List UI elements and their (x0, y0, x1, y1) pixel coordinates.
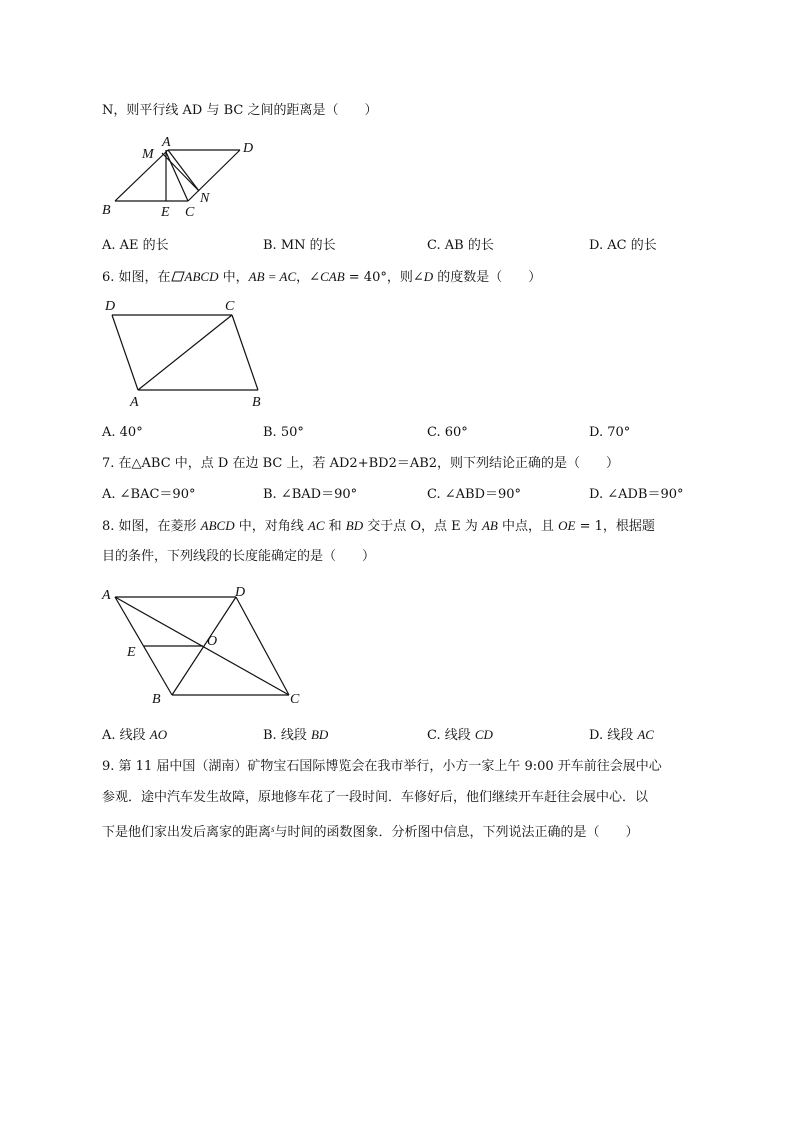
q8-label-D: D (235, 585, 246, 600)
q7-option-c: C. ∠ABD＝90° (427, 487, 522, 502)
q8-option-var: AO (149, 727, 168, 742)
q5-option-c: C. AB 的长 (427, 238, 494, 253)
q6-stem-part: 的度数是（ ） (433, 270, 542, 285)
q8-option-c (427, 726, 493, 745)
q9-stem-line1: 9. 第 11 届中国（湖南）矿物宝石国际博览会在我市举行，小方一家上午 9:00 开车前往会展中心 (102, 759, 662, 774)
q9-stem-line2: 参观．途中汽车发生故障，原地修车花了一段时间．车修好后，他们继续开车赶往会展中心．以 (102, 790, 649, 805)
q8-stem-part: 中点，且 (497, 519, 559, 534)
q6-stem-part: D (423, 269, 434, 284)
q8-stem-line2: 目的条件，下列线段的长度能确定的是（ ） (102, 549, 376, 564)
q5-label-C: C (185, 205, 195, 220)
q5-label-A: A (162, 135, 171, 150)
q8-option-var: BD (310, 727, 329, 742)
q5-stem-tail: N，则平行线 AD 与 BC 之间的距离是（ ） (102, 103, 378, 118)
q8-label-A: A (102, 588, 111, 603)
q6-option-d: D. 70° (589, 425, 631, 440)
q6-stem-part: = 40°，则∠ (344, 270, 424, 285)
q5-label-N: N (200, 191, 210, 206)
q8-label-C: C (290, 692, 300, 707)
q8-label-E: E (127, 645, 136, 660)
q6-label-A: A (130, 395, 139, 410)
q6-stem-part: 6. 如图，在 (102, 270, 171, 285)
q6-label-D: D (105, 299, 116, 314)
q8-label-O: O (207, 634, 218, 649)
q7-option-d: D. ∠ADB＝90° (589, 487, 684, 502)
q6-option-a: A. 40° (102, 425, 143, 440)
q7-option-a: A. ∠BAC＝90° (102, 487, 196, 502)
q6-stem-part: CAB (320, 269, 345, 284)
q8-stem-part: ABCD (200, 518, 235, 533)
q5-label-M: M (142, 147, 154, 162)
q8-option-prefix: C. 线段 (427, 728, 475, 743)
parallelogram-icon (172, 269, 184, 278)
q8-stem-part: BD (345, 518, 364, 533)
q7-stem: 7. 在△ABC 中，点 D 在边 BC 上，若 AD2+BD2＝AB2，则下列结论正确的是（ ） (102, 456, 620, 471)
q5-figure (100, 132, 270, 227)
q8-stem-part: OE (558, 518, 576, 533)
q5-label-D: D (243, 141, 254, 156)
q5-label-B: B (102, 203, 111, 218)
q5-option-d: D. AC 的长 (589, 238, 657, 253)
q8-stem-part: AB (481, 518, 498, 533)
q8-figure (100, 583, 310, 708)
q8-option-prefix: A. 线段 (102, 728, 150, 743)
q8-option-prefix: D. 线段 (589, 728, 638, 743)
q8-stem-part: AC (307, 518, 325, 533)
q8-stem-part: 交于点 O，点 E 为 (363, 519, 482, 534)
q6-label-C: C (225, 299, 235, 314)
q8-label-B: B (152, 692, 161, 707)
q8-stem-line1 (102, 517, 655, 536)
q9-stem-line3 (102, 820, 639, 842)
q6-stem (102, 268, 541, 287)
q8-option-d (589, 726, 654, 745)
q6-figure (100, 296, 270, 411)
q8-stem-part: 和 (324, 519, 346, 534)
q8-option-prefix: B. 线段 (263, 728, 311, 743)
q5-label-E: E (161, 205, 170, 220)
q9-stem-part: 与时间的函数图象．分析图中信息，下列说法正确的是（ ） (274, 825, 639, 840)
q5-option-a: A. AE 的长 (102, 238, 169, 253)
q7-option-b: B. ∠BAD＝90° (263, 487, 358, 502)
q8-stem-part: 8. 如图，在菱形 (102, 519, 201, 534)
q6-stem-part: ABCD (184, 269, 219, 284)
q6-option-b: B. 50° (263, 425, 304, 440)
q8-option-var: CD (474, 727, 493, 742)
q6-stem-part: 中， (218, 270, 249, 285)
q9-var-s: s (271, 824, 275, 834)
q8-option-b (263, 726, 328, 745)
q6-stem-part: AB = AC (248, 269, 297, 284)
q8-stem-part: = 1，根据题 (575, 519, 655, 534)
q8-option-a (102, 726, 167, 745)
q8-stem-part: 中，对角线 (234, 519, 308, 534)
q8-option-var: AC (637, 727, 654, 742)
q5-option-b: B. MN 的长 (263, 238, 336, 253)
q6-option-c: C. 60° (427, 425, 468, 440)
q9-stem-part: 下是他们家出发后离家的距离 (102, 825, 272, 840)
q6-stem-part: ，∠ (296, 270, 321, 285)
q6-label-B: B (252, 395, 261, 410)
